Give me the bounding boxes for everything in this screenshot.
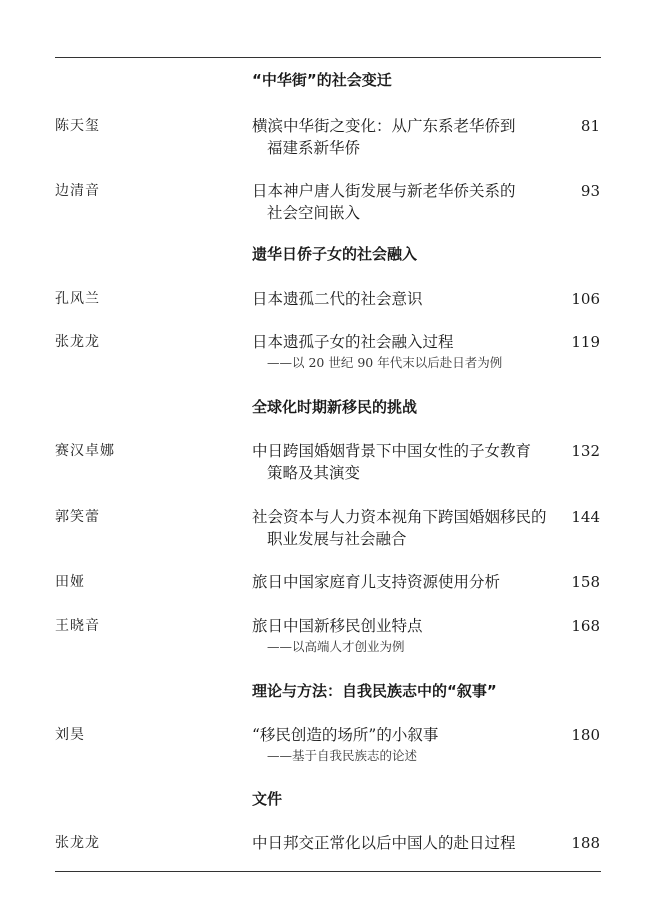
title-line: 中日跨国婚姻背景下中国女性的子女教育 — [252, 442, 532, 460]
page-number: 106 — [571, 290, 600, 308]
entry-title[interactable] — [252, 506, 570, 550]
entry-title[interactable] — [252, 724, 570, 766]
page-number: 144 — [571, 508, 600, 526]
top-rule — [55, 57, 601, 58]
entry-title[interactable] — [252, 440, 570, 484]
title-line: 职业发展与社会融合 — [267, 530, 407, 548]
title-line: 旅日中国新移民创业特点 — [252, 617, 423, 635]
entry-title[interactable] — [252, 615, 570, 657]
entry-author: 郭笑蕾 — [55, 509, 100, 525]
page-number: 168 — [571, 617, 600, 635]
bottom-rule — [55, 871, 601, 872]
entry-author: 张龙龙 — [55, 835, 100, 851]
section-heading: 理论与方法：自我民族志中的“叙事” — [252, 682, 497, 700]
entry-title[interactable] — [252, 331, 570, 373]
entry-author: 刘昊 — [55, 727, 85, 743]
entry-author: 陈天玺 — [55, 118, 100, 134]
title-line: 社会空间嵌入 — [267, 204, 361, 222]
page-number: 188 — [571, 834, 600, 852]
entry-title[interactable] — [252, 832, 570, 854]
entry-subtitle: ——以 20 世纪 90 年代末以后赴日者为例 — [267, 355, 503, 370]
page-number: 158 — [571, 573, 600, 591]
page-number: 93 — [580, 182, 600, 200]
entry-author: 边清音 — [55, 183, 100, 199]
title-line: 中日邦交正常化以后中国人的赴日过程 — [252, 834, 516, 852]
title-line: 横滨中华街之变化：从广东系老华侨到 — [252, 117, 516, 135]
title-line: 策略及其演变 — [267, 464, 361, 482]
section-heading: 全球化时期新移民的挑战 — [252, 398, 418, 416]
section-heading: 遗华日侨子女的社会融入 — [252, 245, 418, 263]
page-number: 119 — [571, 333, 600, 351]
title-line: 日本遗孤子女的社会融入过程 — [252, 333, 454, 351]
title-line: “移民创造的场所”的小叙事 — [252, 726, 439, 744]
entry-author: 孔风兰 — [55, 291, 100, 307]
entry-author: 王晓音 — [55, 618, 100, 634]
page-number: 81 — [580, 117, 600, 135]
entry-title[interactable] — [252, 288, 570, 310]
entry-author: 赛汉卓娜 — [55, 443, 115, 459]
title-line: 福建系新华侨 — [267, 139, 361, 157]
entry-title[interactable] — [252, 571, 570, 593]
page-number: 180 — [571, 726, 600, 744]
entry-author: 张龙龙 — [55, 334, 100, 350]
entry-author: 田娅 — [55, 574, 85, 590]
title-line: 日本神户唐人街发展与新老华侨关系的 — [252, 182, 516, 200]
page-number: 132 — [571, 442, 600, 460]
entry-title[interactable] — [252, 180, 570, 224]
entry-subtitle: ——以高端人才创业为例 — [267, 639, 405, 654]
entry-title[interactable] — [252, 115, 570, 159]
title-line: 社会资本与人力资本视角下跨国婚姻移民的 — [252, 508, 547, 526]
section-heading: 文件 — [252, 790, 283, 808]
title-line: 日本遗孤二代的社会意识 — [252, 290, 423, 308]
entry-subtitle: ——基于自我民族志的论述 — [267, 748, 418, 763]
title-line: 旅日中国家庭育儿支持资源使用分析 — [252, 573, 501, 591]
section-heading: “中华街”的社会变迁 — [252, 71, 392, 89]
